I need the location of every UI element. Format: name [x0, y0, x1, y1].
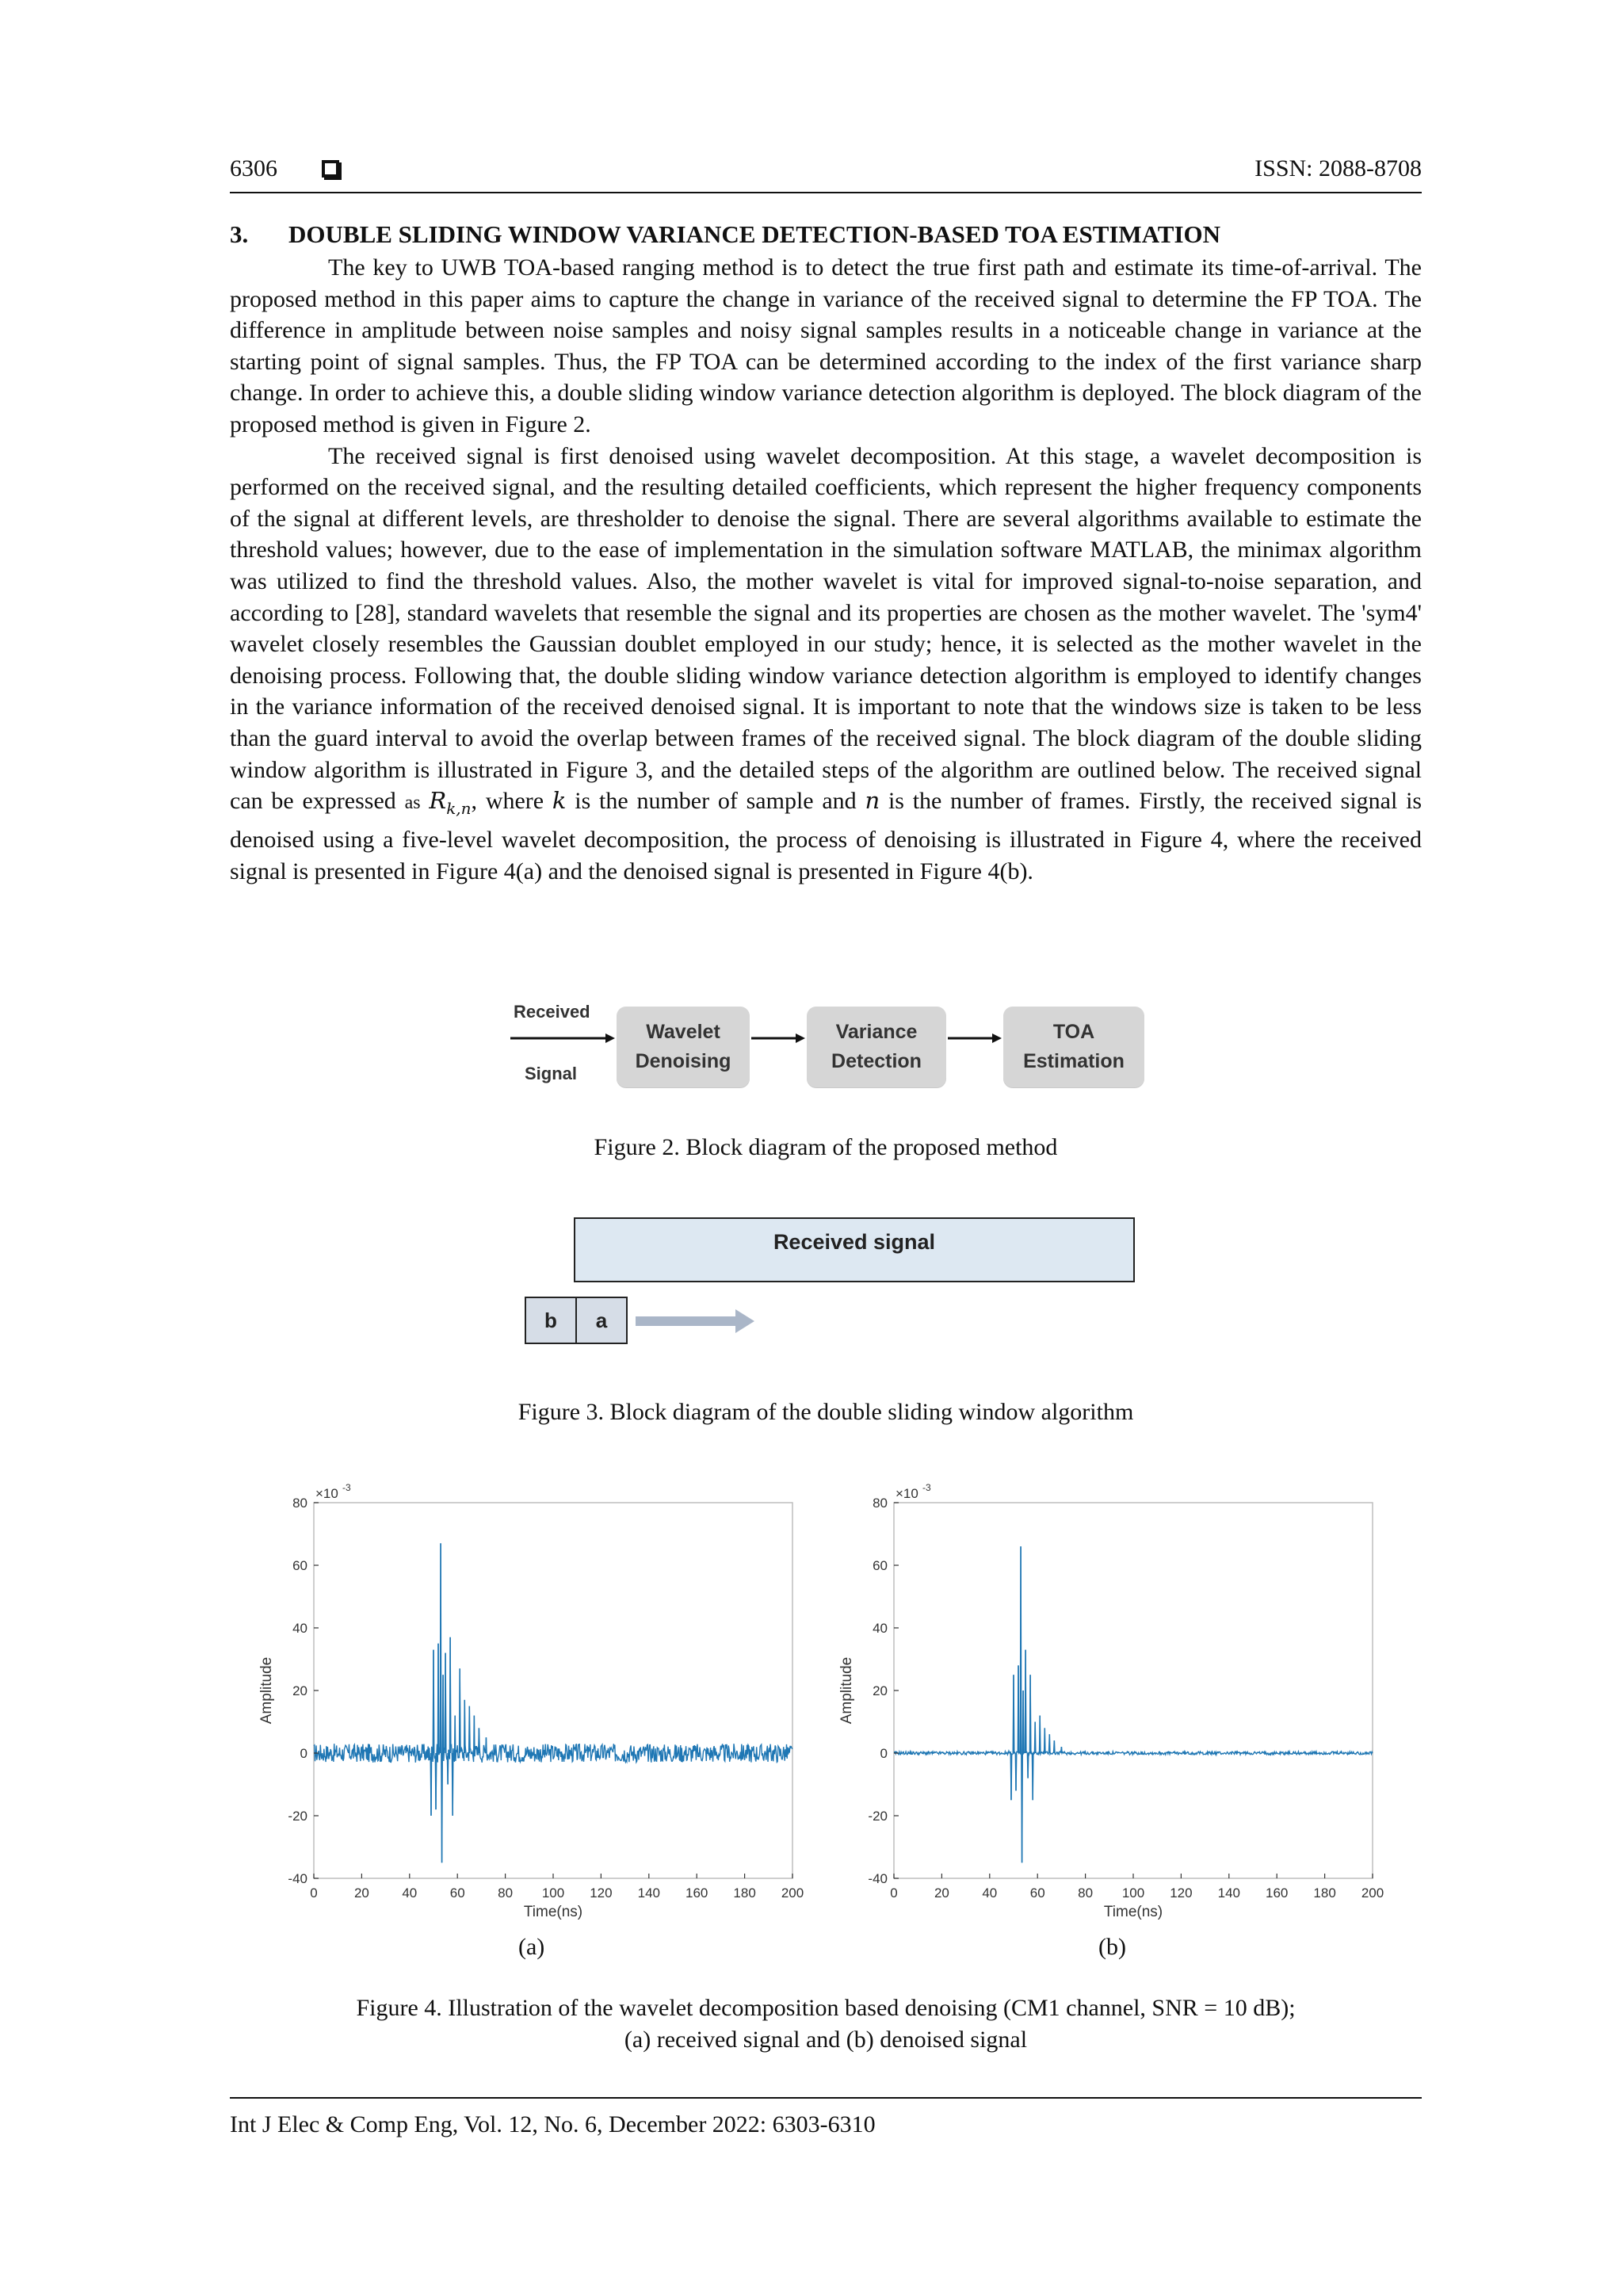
symbol-r-base: R	[429, 787, 447, 815]
axis-scale-exponent: -3	[342, 1482, 351, 1493]
paragraph-2-part3: is the number of sample and	[575, 788, 857, 815]
plot-frame	[894, 1503, 1373, 1878]
axis-scale-exponent: -3	[922, 1482, 931, 1493]
y-tick-label: 60	[873, 1558, 888, 1573]
x-axis-label: Time(ns)	[1103, 1904, 1163, 1920]
x-tick-label: 180	[1313, 1885, 1336, 1901]
symbol-k: k	[552, 787, 567, 815]
x-tick-label: 140	[637, 1885, 660, 1901]
x-tick-label: 160	[1266, 1885, 1289, 1901]
input-label-received: Received	[514, 1002, 590, 1022]
y-tick-label: -40	[288, 1871, 307, 1886]
y-tick-label: 40	[292, 1621, 307, 1636]
y-tick-label: 0	[880, 1746, 888, 1761]
x-tick-label: 0	[310, 1885, 318, 1901]
slide-direction-arrow-icon	[634, 1308, 761, 1335]
block-wavelet-line2: Denoising	[635, 1050, 731, 1072]
x-tick-label: 200	[1361, 1885, 1384, 1901]
symbol-r	[429, 787, 472, 818]
y-tick-label: -20	[868, 1809, 888, 1824]
block-variance-line1: Variance	[835, 1021, 918, 1043]
figure-4-caption-line1: Figure 4. Illustration of the wavelet decomposition based denoising (CM1 channel, SNR = 10 dB);	[356, 1995, 1296, 2021]
y-axis-label: Amplitude	[838, 1656, 855, 1725]
subfigure-b-label: (b)	[1098, 1934, 1126, 1960]
x-tick-label: 160	[685, 1885, 708, 1901]
x-tick-label: 120	[590, 1885, 613, 1901]
y-tick-label: 80	[873, 1496, 888, 1511]
x-tick-label: 180	[733, 1885, 756, 1901]
paragraph-2	[230, 441, 1422, 888]
x-tick-label: 200	[781, 1885, 804, 1901]
plot-b-denoised-signal	[834, 1474, 1404, 1950]
y-tick-label: 80	[292, 1496, 307, 1511]
x-tick-label: 40	[982, 1885, 998, 1901]
x-tick-label: 100	[1121, 1885, 1145, 1901]
paragraph-2-part1: The received signal is first denoised using wavelet decomposition. At this stage, a wavelet decomposition is performed on the received signal, and the resulting detailed coefficients, which represent the higher frequency components of the signal at different levels, are thresholder to denoise the signal. There are several algorithms available to estimate the threshold values; however, due to the ease of implementation in the simulation software MATLAB, the minimax algorithm was utilized to find the threshold values. Also, the mother wavelet is vital for improved signal-to-noise separation, and according to [28], standard wavelets that resemble the signal and its properties are chosen as the mother wavelet. The 'sym4' wavelet closely resembles the Gaussian doublet employed in our study; hence, it is selected as the mother wavelet in the denoising process. Following that, the double sliding window variance detection algorithm is employed to identify changes in the variance information of the received denoised signal. It is important to note that the windows size is taken to be less than the guard interval to avoid the overlap between frames of the received signal. The block diagram of the double sliding window algorithm is illustrated in Figure 3, and the detailed steps of the algorithm are outlined below. The received signal can be expressed	[230, 442, 1422, 815]
received-signal-label: Received signal	[773, 1230, 936, 1254]
page-number: 6306	[230, 155, 277, 181]
block-wavelet-line1: Wavelet	[646, 1021, 720, 1043]
input-label-signal: Signal	[525, 1064, 578, 1083]
x-tick-label: 80	[498, 1885, 514, 1901]
y-axis-label: Amplitude	[258, 1656, 275, 1725]
symbol-r-subscript: k,n	[446, 798, 472, 818]
x-tick-label: 60	[449, 1885, 465, 1901]
x-axis-label: Time(ns)	[523, 1904, 583, 1920]
footer-citation: Int J Elec & Comp Eng, Vol. 12, No. 6, December 2022: 6303-6310	[230, 2111, 876, 2137]
x-tick-label: 140	[1217, 1885, 1240, 1901]
block-wavelet-denoising	[617, 1007, 750, 1087]
x-tick-label: 20	[934, 1885, 949, 1901]
figure-3-caption: Figure 3. Block diagram of the double sliding window algorithm	[517, 1399, 1134, 1425]
x-tick-label: 120	[1170, 1885, 1193, 1901]
x-tick-label: 40	[402, 1885, 418, 1901]
window-b: b	[525, 1297, 577, 1344]
section-heading	[230, 220, 1220, 249]
section-title: DOUBLE SLIDING WINDOW VARIANCE DETECTION-BASED TOA ESTIMATION	[288, 220, 1221, 248]
x-tick-label: 20	[353, 1885, 369, 1901]
y-tick-label: 60	[292, 1558, 307, 1573]
y-tick-label: 40	[873, 1621, 888, 1636]
y-tick-label: -40	[868, 1871, 888, 1886]
block-variance-line2: Detection	[831, 1050, 922, 1072]
subfigure-a-label: (a)	[518, 1934, 545, 1960]
figure-2-caption: Figure 2. Block diagram of the proposed method	[594, 1134, 1058, 1160]
paragraph-2-part4: is the number of frames. Firstly, the received signal is denoised using a five-level wavelet decomposition, the process of denoising is illustrated in Figure 4, where the received signal is presented in Figure 4(a) and the denoised signal is presented in Figure 4(b).	[230, 788, 1423, 885]
paragraph-2-part2: , where	[471, 788, 544, 815]
window-a: a	[575, 1297, 628, 1344]
section-number: 3.	[230, 220, 249, 248]
block-toa-estimation	[1003, 1007, 1144, 1087]
x-tick-label: 100	[541, 1885, 565, 1901]
y-tick-label: 0	[300, 1746, 307, 1761]
plot-frame	[314, 1503, 792, 1878]
axis-scale-label: ×10	[896, 1486, 918, 1501]
received-signal-box	[574, 1217, 1135, 1282]
paragraph-2-as: as	[404, 793, 421, 814]
issn-label: ISSN: 2088-8708	[1254, 155, 1422, 181]
y-tick-label: -20	[288, 1809, 307, 1824]
x-tick-label: 80	[1078, 1885, 1094, 1901]
x-tick-label: 0	[890, 1885, 898, 1901]
footer-rule	[230, 2097, 1422, 2099]
block-variance-detection	[807, 1007, 946, 1087]
block-toa-line2: Estimation	[1023, 1050, 1125, 1072]
header-rule	[230, 192, 1422, 193]
figure-4-caption-line2: (a) received signal and (b) denoised signal	[624, 2027, 1028, 2053]
symbol-n: n	[865, 787, 880, 815]
paragraph-1: The key to UWB TOA-based ranging method is to detect the true first path and estimate its time-of-arrival. The proposed method in this paper aims to capture the change in variance of the received signal to determine the FP TOA. The difference in amplitude between noise samples and noisy signal samples results in a noticeable change in variance at the starting point of signal samples. Thus, the FP TOA can be determined according to the index of the first variance sharp change. In order to achieve this, a double sliding window variance detection algorithm is deployed. The block diagram of the proposed method is given in Figure 2.	[230, 254, 1422, 437]
axis-scale-label: ×10	[315, 1486, 338, 1501]
block-toa-line1: TOA	[1052, 1021, 1095, 1043]
plot-a-received-signal	[254, 1474, 824, 1950]
body-text	[230, 252, 1422, 888]
x-tick-label: 60	[1029, 1885, 1045, 1901]
checkbox-square-icon	[322, 160, 339, 178]
y-tick-label: 20	[873, 1683, 888, 1698]
y-tick-label: 20	[292, 1683, 307, 1698]
figure-4-caption	[230, 1992, 1422, 2056]
